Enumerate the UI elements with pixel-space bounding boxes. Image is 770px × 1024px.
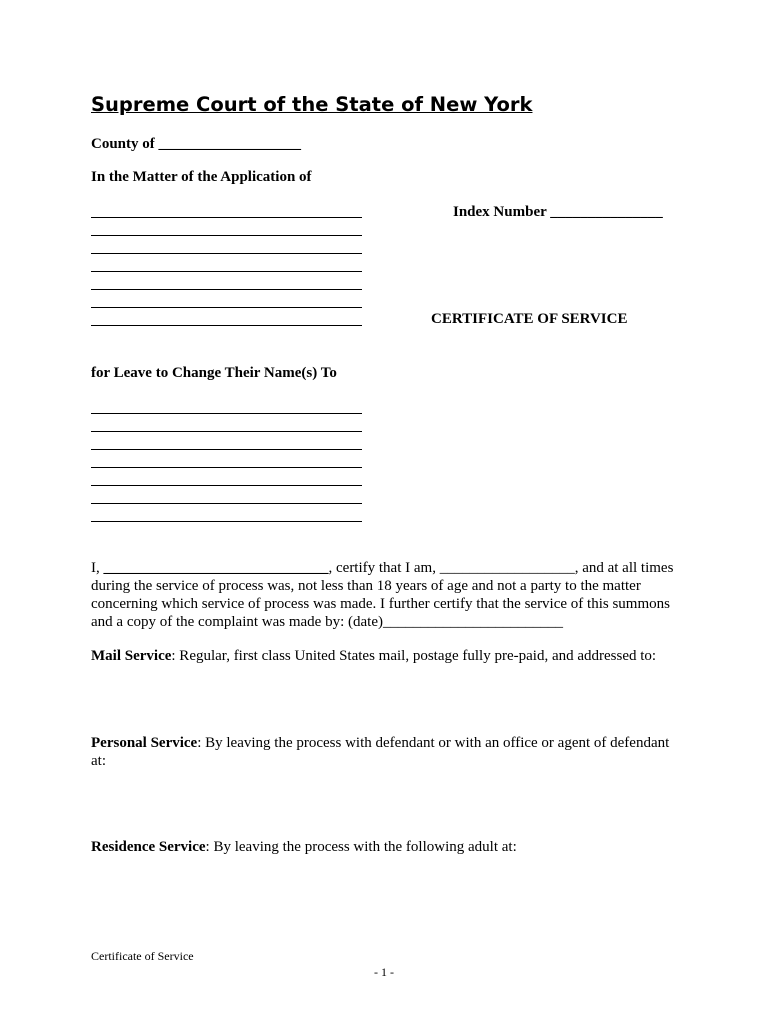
new-name-line <box>91 503 362 504</box>
new-name-line <box>91 431 362 432</box>
applicant-name-line <box>91 325 362 326</box>
residence-service-label: Residence Service <box>91 839 206 855</box>
mail-service-text: : Regular, first class United States mail, postage fully pre-paid, and addressed to: <box>171 648 657 664</box>
leave-to-change-heading: for Leave to Change Their Name(s) To <box>91 365 337 381</box>
server-name-blank: ______________________________ <box>103 560 329 576</box>
personal-service-label: Personal Service <box>91 735 198 751</box>
applicant-name-line <box>91 217 362 218</box>
personal-service-text: : By leaving the process with defendant or with an office or agent of defendant at: <box>91 735 670 769</box>
new-name-line <box>91 413 362 414</box>
page-number: - 1 - <box>374 965 394 979</box>
new-name-line <box>91 467 362 468</box>
matter-heading: In the Matter of the Application of <box>91 169 312 185</box>
new-name-line <box>91 449 362 450</box>
applicant-name-line <box>91 271 362 272</box>
page-title: Supreme Court of the State of New York <box>91 93 533 116</box>
certification-paragraph <box>91 559 681 631</box>
new-name-line <box>91 521 362 522</box>
personal-service-paragraph <box>91 734 681 770</box>
new-name-line <box>91 485 362 486</box>
residence-service-paragraph <box>91 838 681 856</box>
applicant-name-line <box>91 235 362 236</box>
certification-text: , certify that I am, __________________, and at all times during the service of process was, not less than 18 years of age and not a party to the matter concerning which service of process was made. I further certify that the service of this summons and a copy of the complaint was made by: (date)________________________ <box>91 560 674 630</box>
mail-service-label: Mail Service <box>91 648 172 664</box>
applicant-name-line <box>91 307 362 308</box>
certification-prefix: I, <box>91 560 104 576</box>
residence-service-text: : By leaving the process with the following adult at: <box>205 839 517 855</box>
applicant-name-line <box>91 289 362 290</box>
index-number-label: Index Number _______________ <box>453 204 663 220</box>
certificate-title: CERTIFICATE OF SERVICE <box>431 311 628 327</box>
applicant-name-line <box>91 253 362 254</box>
footer-doc-name: Certificate of Service <box>91 949 194 963</box>
county-label: County of ___________________ <box>91 136 302 152</box>
mail-service-paragraph <box>91 647 681 665</box>
